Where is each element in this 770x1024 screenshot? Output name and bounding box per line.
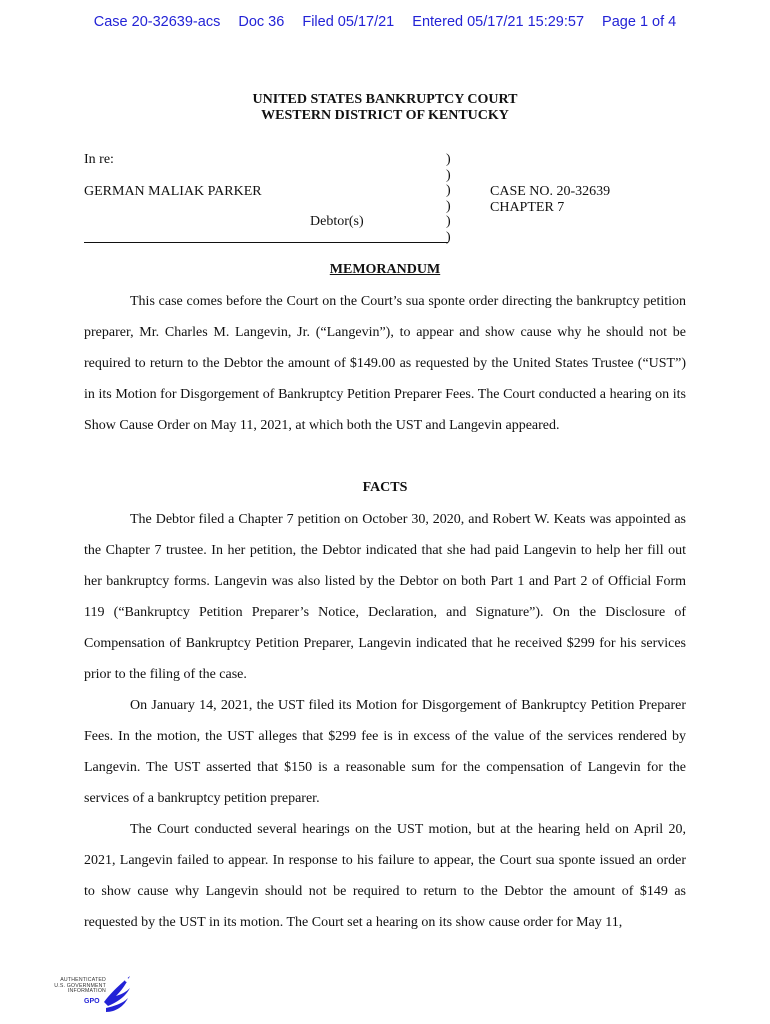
seal-text — [44, 978, 106, 995]
court-district: WESTERN DISTRICT OF KENTUCKY — [261, 108, 509, 123]
stamp-entered-date: Entered 05/17/21 15:29:57 — [412, 14, 585, 30]
in-re-label: In re: — [84, 152, 114, 167]
eagle-icon — [100, 972, 134, 1016]
debtor-name: GERMAN MALIAK PARKER — [84, 184, 262, 199]
stamp-page-count: Page 1 of 4 — [602, 14, 677, 30]
caption-rule — [84, 242, 448, 243]
paragraph-facts-3: The Court conducted several hearings on the UST motion, but at the hearing held on April 20, 2021, Langevin failed to appear. In response to his failure to appear, the Court sua sponte issued an order to show cause why Langevin should not be required to return to the Debtor the amount of $149 as requested by the UST in its motion. The Court set a hearing on its show cause order for May 11, — [84, 822, 686, 930]
paragraph-facts-1: The Debtor filed a Chapter 7 petition on October 30, 2020, and Robert W. Keats was appointed as the Chapter 7 trustee. In her petition, the Debtor indicated that she had paid Langevin to help her fill out her bankruptcy forms. Langevin was also listed by the Debtor on both Part 1 and Part 2 of Official Form 119 (“Bankruptcy Petition Preparer’s Notice, Declaration, and Signature”). On the Disclosure of Compensation of Bankruptcy Petition Preparer, Langevin indicated that he received $299 for his services prior to the filing of the case. — [84, 512, 686, 682]
paragraph-intro: This case comes before the Court on the Court’s sua sponte order directing the bankruptcy petition preparer, Mr. Charles M. Langevin, Jr. (“Langevin”), to appear and show cause why he should not be required to return to the Debtor the amount of $149.00 as requested by the United States Trustee (“UST”) in its Motion for Disgorgement of Bankruptcy Petition Preparer Fees. The Court conducted a hearing on its Show Cause Order on May 11, 2021, at which both the UST and Langevin appeared. — [84, 294, 686, 433]
seal-line-1: AUTHENTICATED — [60, 977, 106, 983]
seal-line-2: U.S. GOVERNMENT — [54, 982, 106, 989]
stamp-case-number: Case 20-32639-acs — [93, 14, 221, 30]
paragraph-facts-2: On January 14, 2021, the UST filed its Motion for Disgorgement of Bankruptcy Petition Preparer Fees. In the motion, the UST alleges that $299 fee is in excess of the value of the services rendered by Langevin. The UST asserted that $150 is a reasonable sum for the compensation of Langevin for the services of a bankruptcy petition preparer. — [84, 698, 686, 806]
facts-heading: FACTS — [362, 480, 408, 495]
debtor-label: Debtor(s) — [310, 214, 364, 229]
seal-line-3: INFORMATION — [67, 988, 106, 995]
court-name: UNITED STATES BANKRUPTCY COURT — [252, 92, 518, 107]
ecf-header-stamp — [0, 14, 770, 30]
case-info — [490, 184, 610, 216]
gpo-authentication-seal — [44, 972, 134, 1016]
stamp-doc-number: Doc 36 — [238, 14, 285, 30]
chapter: CHAPTER 7 — [490, 200, 565, 215]
court-title — [0, 92, 770, 124]
case-number: CASE NO. 20-32639 — [490, 184, 611, 199]
stamp-filed-date: Filed 05/17/21 — [302, 14, 395, 30]
caption-parentheses: ) ) ) ) ) ) — [446, 152, 451, 245]
seal-gpo: GPO — [84, 998, 100, 1005]
memorandum-heading: MEMORANDUM — [329, 262, 441, 277]
